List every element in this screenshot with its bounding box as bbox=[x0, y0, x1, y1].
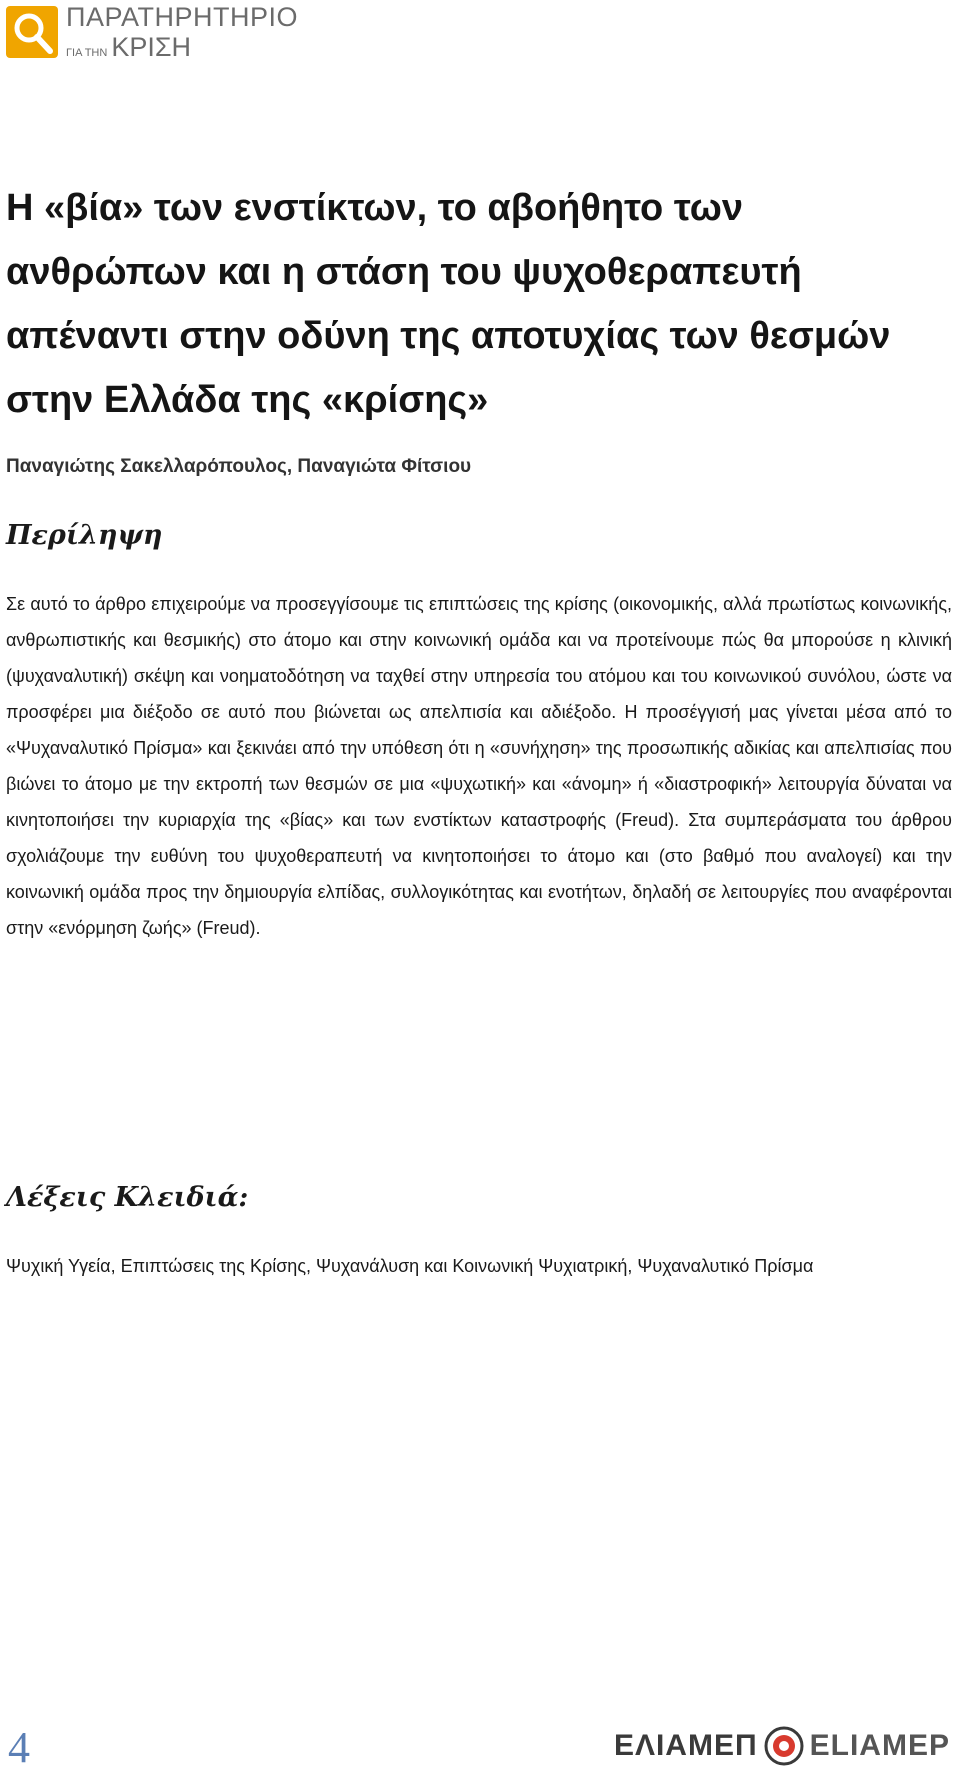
magnifier-logo-icon bbox=[6, 6, 58, 58]
logo-line2 bbox=[66, 31, 298, 62]
eliamep-logo-latin: ELIAMEP bbox=[809, 1729, 950, 1762]
logo-text bbox=[66, 1, 299, 62]
eliamep-logo-greek: ΕΛΙΑΜΕΠ bbox=[613, 1729, 758, 1762]
abstract-heading: Περίληψη bbox=[6, 520, 163, 551]
article-authors: Παναγιώτης Σακελλαρόπουλος, Παναγιώτα Φίτσιου bbox=[6, 456, 472, 477]
eliamep-emblem-icon bbox=[764, 1726, 804, 1766]
eliamep-logo bbox=[614, 1726, 950, 1766]
logo-line2-small: ΓΙΑ ΤΗΝ bbox=[66, 46, 108, 59]
logo-line2-big: ΚΡΙΣΗ bbox=[111, 31, 192, 62]
keywords-heading: Λέξεις Κλειδιά: bbox=[6, 1182, 249, 1213]
article-title: Η «βία» των ενστίκτων, το αβοήθητο των ανθρώπων και η στάση του ψυχοθεραπευτή απέναντι στην οδύνη της αποτυχίας των θεσμών στην Ελλάδα της «κρίσης» bbox=[6, 187, 891, 421]
page-number: 4 bbox=[8, 1723, 30, 1772]
logo-line1: ΠΑΡΑΤΗΡΗΤΗΡΙΟ bbox=[66, 1, 299, 32]
observatory-logo bbox=[6, 1, 299, 62]
keywords-text: Ψυχική Υγεία, Επιπτώσεις της Κρίσης, Ψυχανάλυση και Κοινωνική Ψυχιατρική, Ψυχαναλυτικό Πρίσμα bbox=[6, 1256, 814, 1276]
abstract-text: Σε αυτό το άρθρο επιχειρούμε να προσεγγίσουμε τις επιπτώσεις της κρίσης (οικονομικής, αλλά πρωτίστως κοινωνικής, ανθρωπιστικής και θεσμικής) στο άτομο και στην κοινωνική ομάδα και να προτείνουμε πώς θα μπορούσε η κλινική (ψυχαναλυτική) σκέψη και νοηματοδότηση να ταχθεί στην υπηρεσία του ατόμου και του κοινωνικού συνόλου, ώστε να προσφέρει μια διέξοδο σε αυτό που βιώνεται ως απελπισία και αδιέξοδο. Η προσέγγισή μας γίνεται μέσα από το «Ψυχαναλυτικό Πρίσμα» και ξεκινάει από την υπόθεση ότι η «συνήχηση» της προσωπικής αδικίας και απελπισίας που βιώνει το άτομο με την εκτροπή των θεσμών σε μια «ψυχωτική» και «άνομη» ή «διαστροφική» λειτουργία δύναται να κινητοποιήσει την κυριαρχία της «βίας» και των ενστίκτων καταστροφής (Freud). Στα συμπεράσματα του άρθρου σχολιάζουμε την ευθύνη του ψυχοθεραπευτή να κινητοποιήσει το άτομο και (στο βαθμό που αναλογεί) και την κοινωνική ομάδα προς την δημιουργία ελπίδας, συλλογικότητας και ενοτήτων, δηλαδή σε λειτουργίες που αναφέρονται στην «ενόρμηση ζωής» (Freud). bbox=[6, 594, 952, 938]
